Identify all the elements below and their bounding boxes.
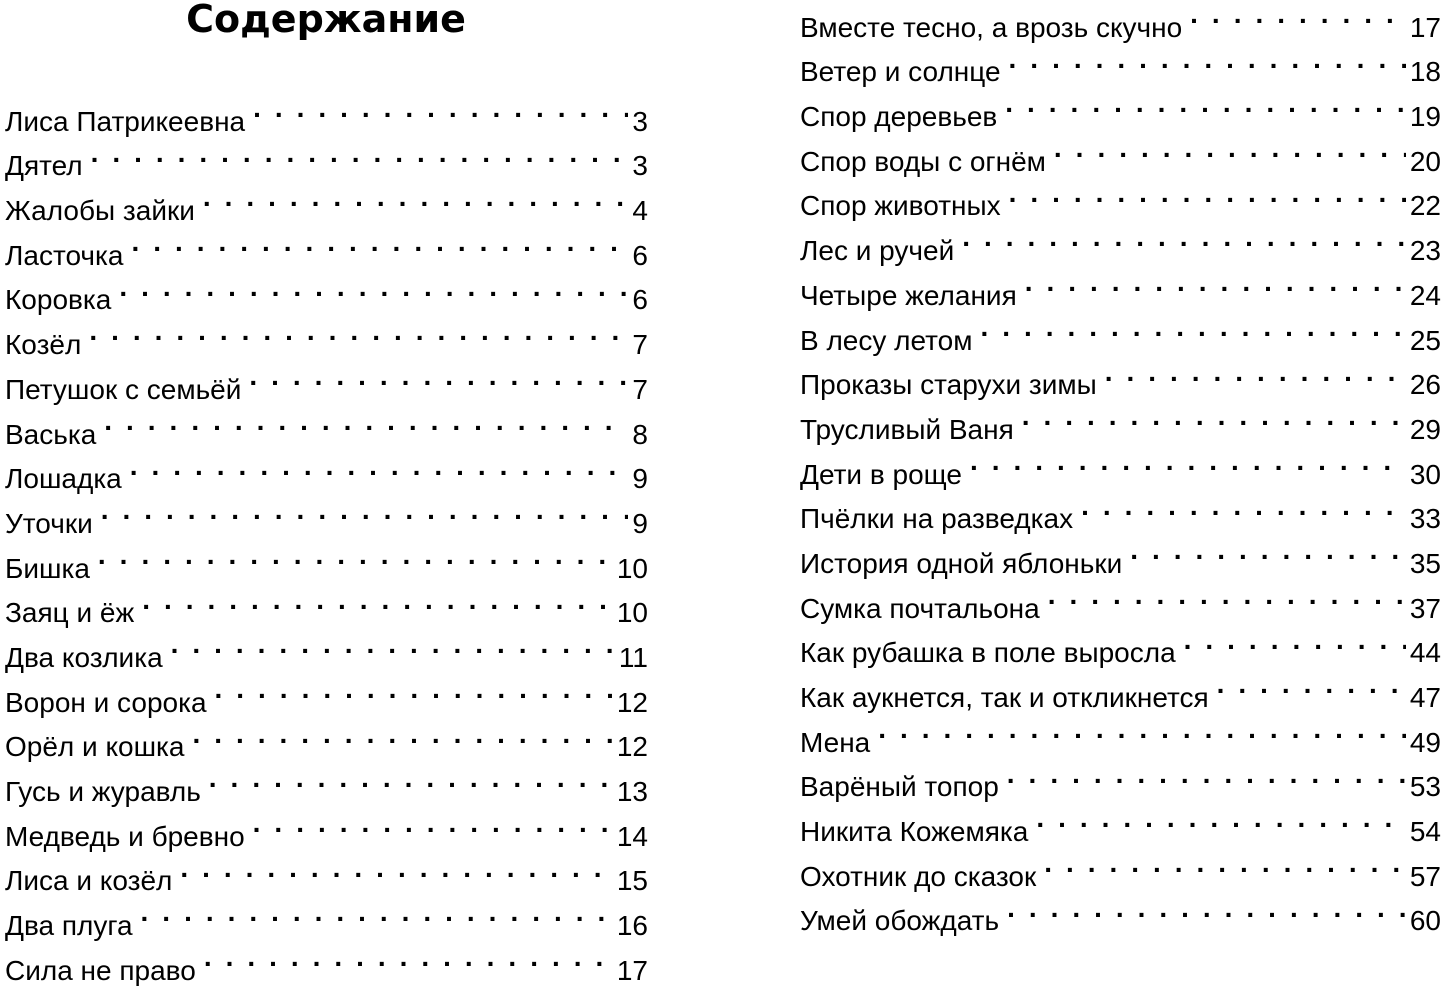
toc-entry-page: 26 (1409, 369, 1441, 401)
toc-entry-title: История одной яблоньки (800, 547, 1123, 579)
dot-leader (970, 439, 1406, 484)
toc-entry-page: 35 (1409, 547, 1441, 579)
toc-entry-page: 23 (1409, 235, 1441, 267)
toc-entry-page: 7 (632, 373, 648, 405)
toc-entry[interactable] (5, 444, 648, 495)
dot-leader (253, 86, 628, 131)
toc-entry-title: Спор воды с огнём (800, 145, 1046, 177)
toc-entry-title: Проказы старухи зимы (800, 369, 1097, 401)
dot-leader (1105, 350, 1406, 395)
dot-leader (253, 801, 613, 846)
dot-leader (249, 354, 628, 399)
toc-entry-page: 11 (618, 641, 648, 673)
toc-entry-page: 10 (616, 597, 648, 629)
toc-entry-page: 10 (616, 552, 648, 584)
toc-entry-page: 29 (1409, 413, 1441, 445)
toc-entry-title: Лес и ручей (800, 235, 955, 267)
toc-entry-title: Четыре желания (800, 279, 1017, 311)
dot-leader (1130, 528, 1406, 573)
toc-entry-title: Вместе тесно, а врозь скучно (800, 11, 1183, 43)
toc-entry-page: 14 (616, 820, 648, 852)
toc-entry-page: 47 (1409, 682, 1441, 713)
toc-entry[interactable] (5, 131, 648, 182)
dot-leader (1054, 126, 1406, 171)
toc-entry[interactable] (5, 309, 648, 361)
toc-entry-title: Спор деревьев (800, 101, 998, 133)
dot-leader (89, 309, 628, 354)
toc-entry-title: Уточки (5, 507, 93, 539)
dot-leader (130, 444, 629, 489)
toc-entry-page: 57 (1409, 860, 1441, 892)
dot-leader (193, 712, 613, 757)
toc-entry[interactable] (5, 175, 648, 227)
toc-entry-title: Лиса и козёл (5, 865, 173, 897)
toc-entry-page: 17 (616, 954, 648, 986)
dot-leader (171, 622, 615, 667)
toc-entry[interactable] (800, 0, 1441, 43)
toc-entry-page: 8 (632, 418, 648, 450)
toc-entry-title: Бишка (5, 552, 90, 584)
dot-leader (1036, 796, 1406, 841)
dot-leader (1184, 618, 1406, 663)
toc-entry-title: Как аукнется, так и откликнется (800, 682, 1209, 713)
toc-entry-title: Орёл и кошка (5, 731, 185, 763)
toc-entry-title: Козёл (5, 329, 82, 361)
toc-entry-page: 12 (616, 686, 648, 718)
dot-leader (91, 131, 629, 176)
dot-leader (141, 890, 613, 935)
dot-leader (98, 533, 613, 578)
toc-entry-page: 37 (1409, 592, 1441, 624)
toc-entry[interactable] (5, 354, 648, 405)
toc-entry-page: 19 (1409, 101, 1441, 133)
toc-entry[interactable] (5, 86, 648, 137)
toc-entry-page: 9 (632, 507, 648, 539)
toc-entry-title: Сила не право (5, 954, 196, 986)
dot-leader (1190, 0, 1406, 37)
toc-entry-page: 13 (616, 776, 648, 807)
toc-entry-page: 22 (1409, 190, 1441, 222)
dot-leader (1025, 260, 1406, 305)
toc-entry-page: 53 (1409, 771, 1441, 803)
dot-leader (104, 399, 628, 444)
toc-entry-title: Как рубашка в поле выросла (800, 637, 1176, 669)
toc-entry-page: 16 (616, 910, 648, 942)
dot-leader (1081, 484, 1406, 529)
dot-leader (142, 578, 613, 623)
toc-entry-title: Никита Кожемяка (800, 816, 1029, 848)
toc-entry-title: Два козлика (5, 641, 163, 673)
toc-entry-page: 25 (1409, 324, 1441, 356)
toc-entry-title: Ворон и сорока (5, 686, 207, 718)
toc-entry-title: Ветер и солнце (800, 56, 1001, 88)
toc-entry-page: 54 (1409, 816, 1441, 848)
toc-entry-page: 49 (1409, 726, 1441, 758)
dot-leader (1007, 886, 1406, 931)
toc-entry-title: Охотник до сказок (800, 860, 1037, 892)
toc-entry[interactable] (5, 578, 648, 629)
toc-entry-title: Сумка почтальона (800, 592, 1040, 624)
toc-entry-page: 9 (632, 463, 648, 495)
toc-entry-page: 6 (632, 284, 648, 316)
dot-leader (1009, 37, 1406, 82)
toc-entry-page: 3 (632, 150, 648, 182)
toc-entry-page: 15 (616, 865, 648, 897)
toc-entry-title: В лесу летом (800, 324, 973, 356)
dot-leader (962, 215, 1406, 260)
dot-leader (1007, 752, 1406, 797)
toc-entry-title: Дятел (5, 150, 83, 182)
dot-leader (878, 707, 1406, 752)
toc-entry-title: Спор животных (800, 190, 1001, 222)
toc-entry-page: 12 (616, 731, 648, 763)
toc-entry-page: 30 (1409, 458, 1441, 490)
toc-entry-page: 33 (1409, 503, 1441, 535)
toc-entry-title: Жалобы зайки (5, 195, 195, 227)
dot-leader (1022, 394, 1406, 439)
toc-entry-page: 7 (632, 329, 648, 361)
toc-entry-page: 6 (632, 239, 648, 271)
toc-entry[interactable] (800, 752, 1441, 803)
toc-entry-title: Варёный топор (800, 771, 999, 803)
toc-entry-page: 3 (632, 105, 648, 137)
toc-entry-title: Пчёлки на разведках (800, 503, 1074, 535)
toc-entry[interactable] (800, 707, 1441, 758)
toc-entry-title: Коровка (5, 284, 112, 316)
dot-leader (131, 220, 628, 265)
toc-column-right (800, 0, 1441, 937)
toc-entry-page: 4 (632, 195, 648, 227)
toc-entry-page: 60 (1409, 905, 1441, 937)
toc-entry-page: 44 (1409, 637, 1441, 669)
toc-column-left (5, 86, 648, 986)
toc-entry[interactable] (5, 488, 648, 539)
dot-leader (1044, 841, 1406, 886)
toc-entry-title: Васька (5, 418, 97, 450)
toc-entry-title: Дети в роще (800, 458, 962, 490)
toc-entry[interactable] (5, 533, 648, 584)
toc-entry-title: Мена (800, 726, 871, 758)
toc-entry-page: 18 (1409, 56, 1441, 88)
toc-entry-title: Умей обождать (800, 905, 1000, 937)
dot-leader (1009, 171, 1406, 216)
dot-leader (215, 667, 613, 712)
toc-entry-title: Лошадка (5, 463, 122, 495)
dot-leader (1005, 81, 1406, 126)
toc-entry-title: Лиса Патрикеевна (5, 105, 246, 137)
dot-leader (209, 756, 613, 801)
dot-leader (203, 175, 629, 220)
toc-entry-page: 24 (1409, 279, 1441, 311)
toc-entry-title: Гусь и журавль (5, 776, 201, 807)
dot-leader (101, 488, 629, 533)
toc-entry-title: Заяц и ёж (5, 597, 135, 629)
toc-entry-title: Трусливый Ваня (800, 413, 1014, 445)
toc-entry-title: Петушок с семьёй (5, 373, 242, 405)
toc-entry-title: Два плуга (5, 910, 133, 942)
toc-entry-title: Медведь и бревно (5, 820, 245, 852)
dot-leader (180, 846, 612, 891)
page-title: Содержание (186, 0, 466, 41)
dot-leader (204, 935, 613, 980)
toc-entry-page: 17 (1409, 11, 1441, 43)
dot-leader (1048, 573, 1406, 618)
dot-leader (1217, 662, 1406, 707)
dot-leader (980, 305, 1405, 350)
toc-entry-page: 20 (1409, 145, 1441, 177)
toc-entry-title: Ласточка (5, 239, 124, 271)
dot-leader (119, 265, 628, 310)
